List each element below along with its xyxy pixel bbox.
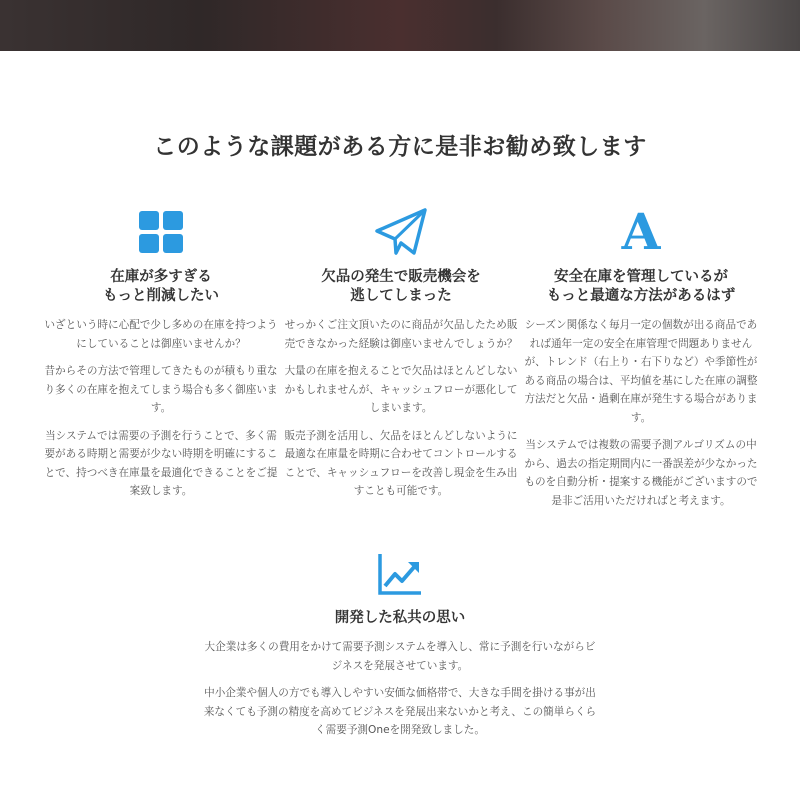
feature-heading [522, 268, 760, 306]
feature-paragraph: 当システムでは複数の需要予測アルゴリズムの中から、過去の指定期間内に一番誤差が少なかったものを自動分析・提案する機能がございますので是非ご活用いただければと考えます。 [524, 439, 758, 507]
feature-heading-line: 開発した私共の思い [334, 610, 466, 626]
feature-heading-line: もっと最適な方法があるはず [546, 288, 736, 304]
feature-heading [42, 268, 280, 306]
feature-paragraph: せっかくご注文頂いたのに商品が欠品したため販売できなかった経験は御座いませんでしょうか？ [284, 319, 518, 350]
feature-paragraph: 大企業は多くの費用をかけて需要予測システムを導入し、常に予測を行いながらビジネスを発展させています。 [204, 641, 596, 672]
letter-a-icon [522, 202, 760, 261]
feature-stockout [282, 206, 520, 510]
grid-icon [42, 206, 280, 258]
feature-our-vision [200, 548, 600, 749]
feature-heading-line: 安全在庫を管理しているが [554, 269, 728, 285]
feature-paragraph: シーズン関係なく毎月一定の個数が出る商品であれば通年一定の安全在庫管理で問題ありませんが、トレンド（右上り・右下りなど）や季節性がある商品の場合は、平均値を基にした在庫の調整方法だと欠品・過剰在庫が発生する場合があります。 [524, 319, 758, 424]
letter-a-glyph: A [621, 202, 661, 261]
feature-heading [282, 268, 520, 306]
feature-heading-line: もっと削減したい [103, 288, 219, 304]
feature-heading-line: 逃してしまった [350, 288, 452, 304]
page-title: このような課題がある方に是非お勧め致します [153, 134, 647, 160]
feature-heading [200, 609, 600, 628]
feature-paragraph: 当システムでは需要の予測を行うことで、多く需要がある時期と需要が少ない時期を明確にすることで、持つべき在庫量を最適化できることをご提案致します。 [44, 429, 278, 497]
feature-paragraph: いざという時に心配で少し多めの在庫を持つようにしていることは御座いませんか？ [44, 319, 278, 350]
feature-paragraph: 販売予測を活用し、欠品をほとんどしないように最適な在庫量を時期に合わせてコントロールすることで、キャッシュフローを改善し現金を生み出すことも可能です。 [284, 429, 518, 497]
feature-paragraph: 中小企業や個人の方でも導入しやすい安価な価格帯で、大きな手間を掛ける事が出来なくても予測の精度を高めてビジネスを発展出来ないかと考え、この簡単らくらく需要予測Oneを開発致しました。 [203, 687, 597, 736]
trend-chart-icon [200, 548, 600, 600]
feature-safety-stock [522, 202, 760, 519]
paper-plane-icon [282, 206, 520, 258]
hero-image-strip [0, 0, 800, 51]
feature-heading-line: 在庫が多すぎる [110, 269, 212, 285]
feature-heading-line: 欠品の発生で販売機会を [321, 269, 481, 285]
feature-paragraph: 大量の在庫を抱えることで欠品はほとんどしないかもしれませんが、キャッシュフローが悪化してしまいます。 [284, 365, 518, 414]
feature-overstock [42, 206, 280, 510]
feature-paragraph: 昔からその方法で管理してきたものが積もり重なり多くの在庫を抱えてしまう場合も多く御座います。 [44, 365, 278, 414]
